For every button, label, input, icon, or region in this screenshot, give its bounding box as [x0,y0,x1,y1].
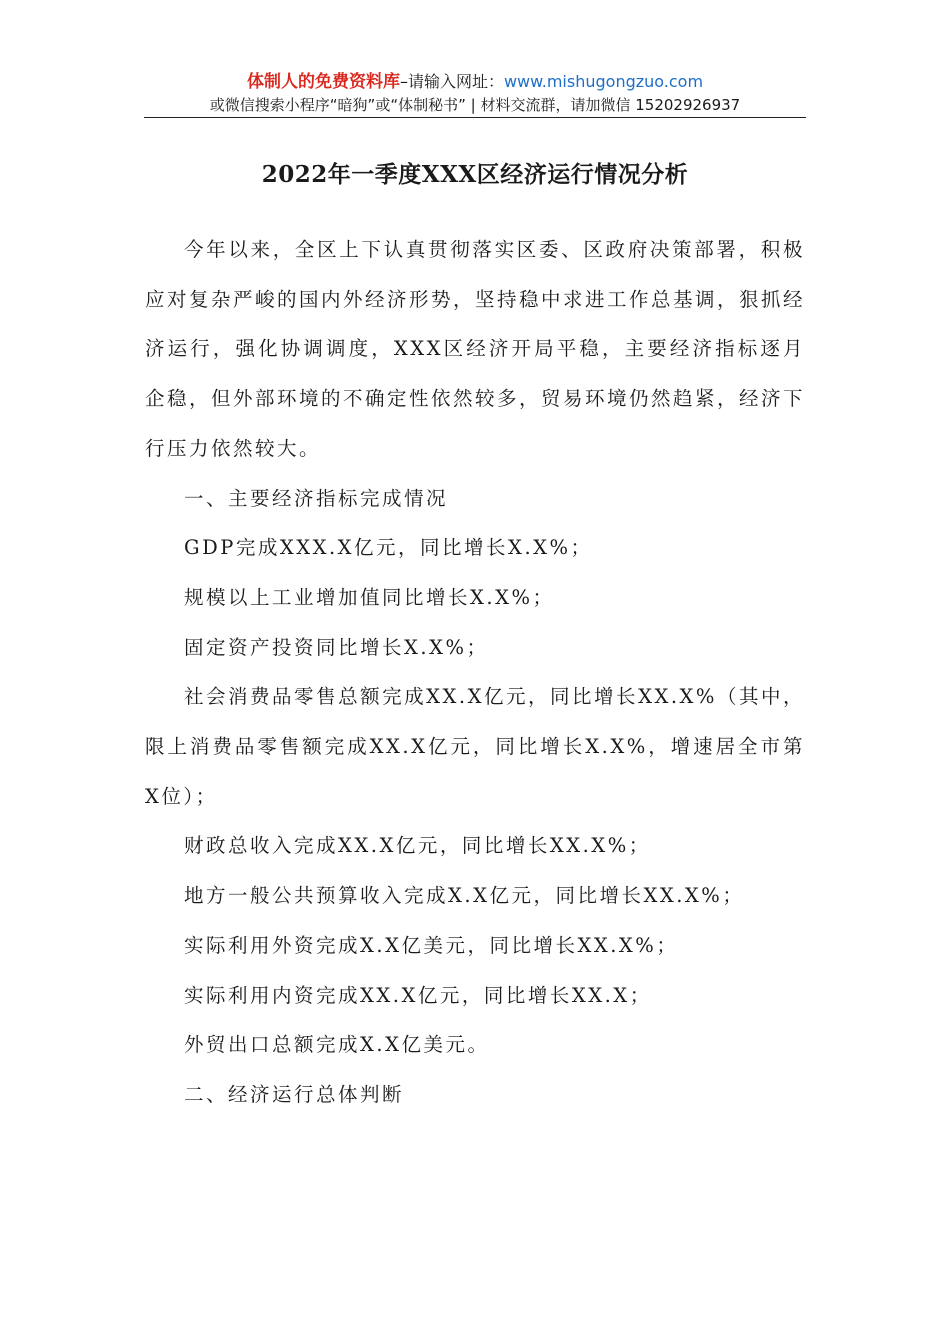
indicator-fiscal-revenue: 财政总收入完成XX.X亿元，同比增长XX.X%； [184,834,651,858]
indicator-gdp: GDP完成XXX.X亿元，同比增长X.X%； [184,536,593,560]
indicator-exports: 外贸出口总额完成X.X亿美元。 [184,1033,490,1057]
header-divider [144,117,806,118]
header-line-2: 或微信搜索小程序“暗狗”或“体制秘书” | 材料交流群，请加微信 15202926937 [209,96,741,114]
indicator-industry: 规模以上工业增加值同比增长X.X%； [184,585,555,609]
section-heading-2: 二、经济运行总体判断 [184,1082,405,1106]
brand-name: 体制人的免费资料库 [246,72,400,92]
document-title: 2022年一季度XXX区经济运行情况分析 [261,161,689,188]
document-body [145,225,805,1120]
url-prompt: –请输入网址： [399,72,504,91]
header-line-1 [144,70,806,94]
website-link[interactable]: www.mishugongzuo.com [503,72,704,91]
indicator-domestic-capital: 实际利用内资完成XX.X亿元，同比增长XX.X； [184,983,652,1007]
indicator-local-budget: 地方一般公共预算收入完成X.X亿元，同比增长XX.X%； [184,884,745,908]
indicator-retail-sales: 社会消费品零售总额完成XX.X亿元，同比增长XX.X%（其中，限上消费品零售额完成XX.X亿元，同比增长X.X%，增速居全市第X位）； [145,685,805,808]
indicator-fixed-investment: 固定资产投资同比增长X.X%； [184,635,489,659]
intro-paragraph: 今年以来，全区上下认真贯彻落实区委、区政府决策部署，积极应对复杂严峻的国内外经济形势，坚持稳中求进工作总基调，狠抓经济运行，强化协调调度，XXX区经济开局平稳，主要经济指标逐月企稳，但外部环境的不确定性依然较多，贸易环境仍然趋紧，经济下行压力依然较大。 [145,238,806,460]
page-header [144,70,806,116]
indicator-foreign-capital: 实际利用外资完成X.X亿美元，同比增长XX.X%； [184,933,679,957]
section-heading-1: 一、主要经济指标完成情况 [184,486,449,510]
